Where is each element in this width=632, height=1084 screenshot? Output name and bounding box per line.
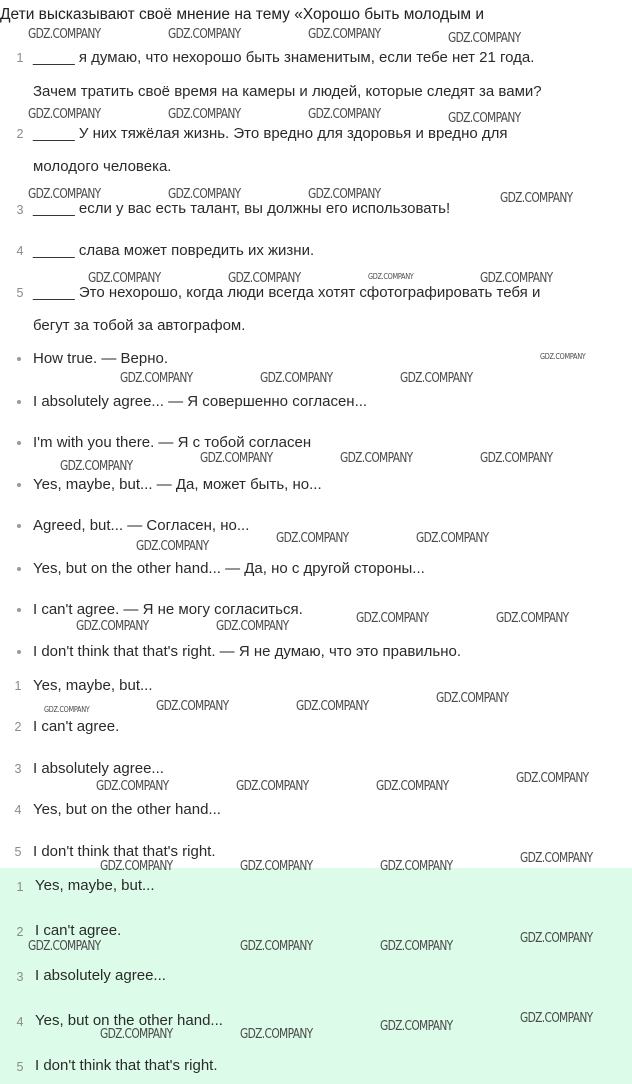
item-text: _____ если у вас есть талант, вы должны его использовать! (33, 200, 451, 217)
answer-number: 1 (14, 679, 22, 693)
item-text-continued: бегут за тобой за автографом. (33, 317, 246, 334)
item-number: 3 (16, 203, 24, 217)
watermark: GDZ.COMPANY (60, 459, 133, 474)
watermark: GDZ.COMPANY (236, 779, 309, 794)
watermark: GDZ.COMPANY (240, 859, 313, 874)
watermark: GDZ.COMPANY (168, 187, 241, 202)
watermark: GDZ.COMPANY (136, 539, 209, 554)
phrase-item: I don't think that that's right. — Я не думаю, что это правильно. (33, 643, 462, 660)
watermark: GDZ.COMPANY (96, 779, 169, 794)
item-text: _____ Это нехорошо, когда люди всегда хотят сфотографировать тебя и (33, 284, 541, 301)
answer-text: Yes, but on the other hand... (35, 1012, 223, 1029)
item-text: _____ я думаю, что нехорошо быть знаменитым, если тебе нет 21 года. (33, 49, 535, 66)
answer-number: 3 (14, 762, 22, 776)
item-text-continued: Зачем тратить своё время на камеры и людей, которые следят за вами? (33, 83, 542, 100)
item-text-continued: молодого человека. (33, 158, 172, 175)
watermark: GDZ.COMPANY (44, 705, 90, 714)
answer-text: Yes, maybe, but... (35, 877, 155, 894)
watermark: GDZ.COMPANY (340, 451, 413, 466)
watermark: GDZ.COMPANY (416, 531, 489, 546)
exercise-header: Дети высказывают своё мнение на тему «Хорошо быть молодым и (0, 6, 484, 23)
watermark: GDZ.COMPANY (240, 1027, 313, 1042)
answer-text: I absolutely agree... (33, 760, 164, 777)
watermark: GDZ.COMPANY (448, 111, 521, 126)
phrase-item: I can't agree. — Я не могу согласиться. (33, 601, 303, 618)
answer-number: 2 (16, 925, 24, 939)
item-text: _____ У них тяжёлая жизнь. Это вредно для здоровья и вредно для (33, 125, 508, 142)
watermark: GDZ.COMPANY (308, 187, 381, 202)
watermark: GDZ.COMPANY (276, 531, 349, 546)
watermark: GDZ.COMPANY (380, 1019, 453, 1034)
watermark: GDZ.COMPANY (480, 271, 553, 286)
watermark: GDZ.COMPANY (120, 371, 193, 386)
bullet (17, 524, 21, 528)
watermark: GDZ.COMPANY (100, 1027, 173, 1042)
watermark: GDZ.COMPANY (200, 451, 273, 466)
watermark: GDZ.COMPANY (28, 939, 101, 954)
bullet (17, 357, 21, 361)
bullet (17, 650, 21, 654)
watermark: GDZ.COMPANY (520, 1011, 593, 1026)
item-number: 2 (16, 127, 24, 141)
bullet (17, 608, 21, 612)
bullet (17, 567, 21, 571)
answer-text: I absolutely agree... (35, 967, 166, 984)
answer-number: 5 (16, 1060, 24, 1074)
watermark: GDZ.COMPANY (168, 27, 241, 42)
answer-text: Yes, maybe, but... (33, 677, 153, 694)
phrase-item: I absolutely agree... — Я совершенно согласен... (33, 393, 368, 410)
watermark: GDZ.COMPANY (228, 271, 301, 286)
watermark: GDZ.COMPANY (76, 619, 149, 634)
answer-text: I don't think that that's right. (33, 843, 216, 860)
phrase-item: Yes, maybe, but... — Да, может быть, но... (33, 476, 322, 493)
watermark: GDZ.COMPANY (496, 611, 569, 626)
watermark: GDZ.COMPANY (168, 107, 241, 122)
answer-number: 3 (16, 970, 24, 984)
watermark: GDZ.COMPANY (480, 451, 553, 466)
watermark: GDZ.COMPANY (240, 939, 313, 954)
watermark: GDZ.COMPANY (28, 27, 101, 42)
watermark: GDZ.COMPANY (156, 699, 229, 714)
watermark: GDZ.COMPANY (520, 931, 593, 946)
answer-number: 4 (14, 803, 22, 817)
watermark: GDZ.COMPANY (448, 31, 521, 46)
phrase-item: How true. — Верно. (33, 350, 169, 367)
answer-text: Yes, but on the other hand... (33, 801, 221, 818)
watermark: GDZ.COMPANY (376, 779, 449, 794)
watermark: GDZ.COMPANY (520, 851, 593, 866)
watermark: GDZ.COMPANY (380, 939, 453, 954)
bullet (17, 483, 21, 487)
answer-number: 5 (14, 845, 22, 859)
phrase-item: Yes, but on the other hand... — Да, но с другой стороны... (33, 560, 425, 577)
item-text: _____ слава может повредить их жизни. (33, 242, 315, 259)
phrase-item: I'm with you there. — Я с тобой согласен (33, 434, 312, 451)
watermark: GDZ.COMPANY (356, 611, 429, 626)
watermark: GDZ.COMPANY (308, 27, 381, 42)
answer-number: 4 (16, 1015, 24, 1029)
item-number: 4 (16, 244, 24, 258)
watermark: GDZ.COMPANY (400, 371, 473, 386)
answer-text: I don't think that that's right. (35, 1057, 218, 1074)
watermark: GDZ.COMPANY (100, 859, 173, 874)
watermark: GDZ.COMPANY (368, 272, 414, 281)
watermark: GDZ.COMPANY (28, 107, 101, 122)
watermark: GDZ.COMPANY (540, 352, 586, 361)
watermark: GDZ.COMPANY (516, 771, 589, 786)
watermark: GDZ.COMPANY (308, 107, 381, 122)
watermark: GDZ.COMPANY (500, 191, 573, 206)
watermark: GDZ.COMPANY (216, 619, 289, 634)
bullet (17, 441, 21, 445)
watermark: GDZ.COMPANY (296, 699, 369, 714)
watermark: GDZ.COMPANY (436, 691, 509, 706)
answer-number: 2 (14, 720, 22, 734)
watermark: GDZ.COMPANY (28, 187, 101, 202)
answer-number: 1 (16, 880, 24, 894)
answer-text: I can't agree. (35, 922, 122, 939)
item-number: 1 (16, 51, 24, 65)
watermark: GDZ.COMPANY (380, 859, 453, 874)
watermark: GDZ.COMPANY (88, 271, 161, 286)
bullet (17, 400, 21, 404)
item-number: 5 (16, 286, 24, 300)
answer-text: I can't agree. (33, 718, 120, 735)
watermark: GDZ.COMPANY (260, 371, 333, 386)
phrase-item: Agreed, but... — Согласен, но... (33, 517, 250, 534)
